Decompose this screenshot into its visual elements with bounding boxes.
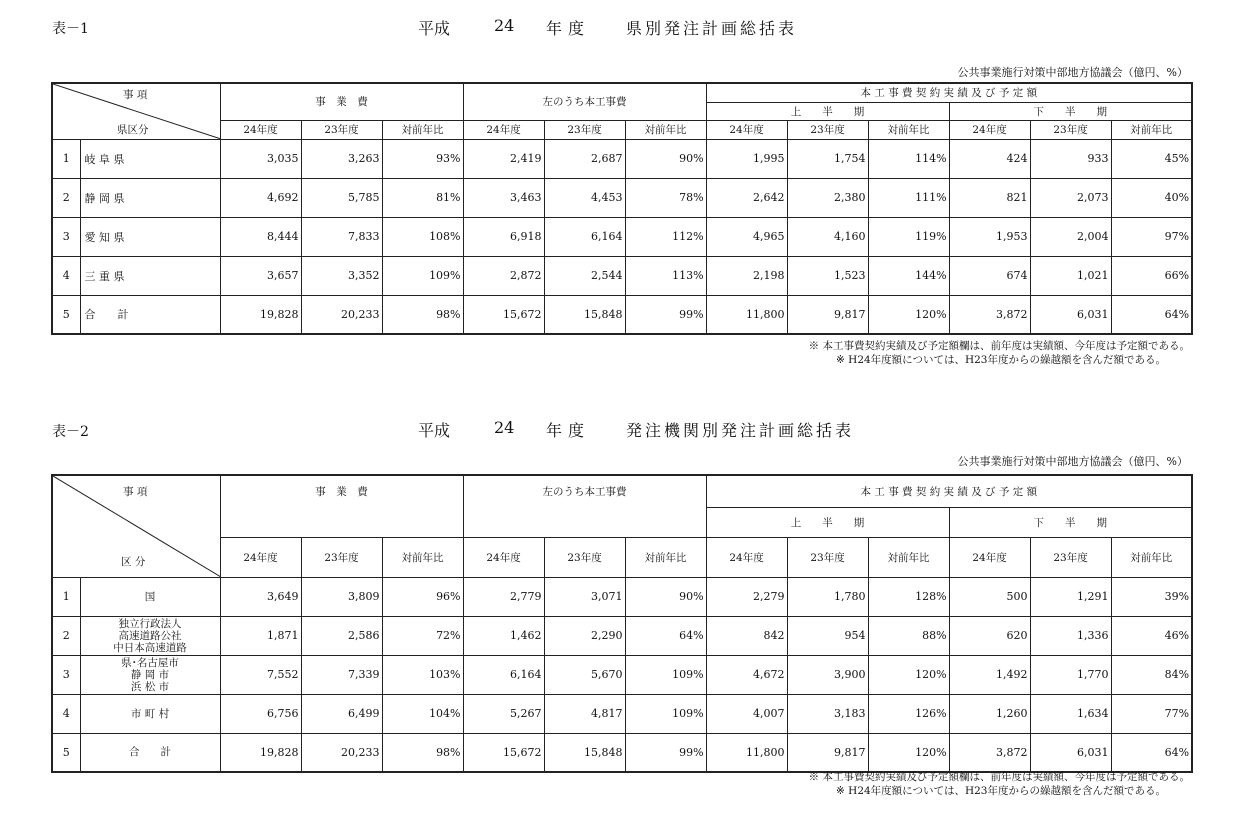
col-header: 24年度 [463, 537, 544, 577]
table-cell: 84% [1111, 655, 1192, 694]
table-cell: 64% [625, 616, 706, 655]
table-cell: 4,160 [787, 217, 868, 256]
table-cell: 6,756 [220, 694, 301, 733]
table-cell: 99% [625, 295, 706, 334]
row-name [80, 694, 220, 733]
row-name: 三 重 県 [80, 256, 220, 295]
table-cell: 1,492 [949, 655, 1030, 694]
row-name-line: 合 計 [129, 746, 171, 759]
row-name [80, 616, 220, 655]
table-cell: 6,164 [544, 217, 625, 256]
table-cell: 3,035 [220, 139, 301, 178]
table-cell: 6,164 [463, 655, 544, 694]
table-cell: 1,953 [949, 217, 1030, 256]
table-row [52, 577, 1192, 616]
table-cell: 2,279 [706, 577, 787, 616]
title-year: 24 [494, 418, 515, 437]
title-era: 平成 [418, 19, 451, 38]
table-cell: 7,552 [220, 655, 301, 694]
col-header: 24年度 [706, 120, 787, 139]
note: ※ 本工事費契約実績及び予定額欄は、前年度は実績額、今年度は予定額である。 [808, 340, 1190, 352]
table-row [52, 256, 1192, 295]
table-cell: 66% [1111, 256, 1192, 295]
row-name: 静 岡 県 [80, 178, 220, 217]
table1-body [52, 139, 1192, 334]
table-cell: 6,499 [301, 694, 382, 733]
table-cell: 119% [868, 217, 949, 256]
table-cell: 6,031 [1030, 733, 1111, 772]
table-row [52, 178, 1192, 217]
title-name: 県別発注計画総括表 [626, 19, 798, 38]
table-cell: 9,817 [787, 295, 868, 334]
col-header: 23年度 [1030, 120, 1111, 139]
table-cell: 1,021 [1030, 256, 1111, 295]
table-cell: 64% [1111, 733, 1192, 772]
table-cell: 4,965 [706, 217, 787, 256]
col-header: 対前年比 [868, 537, 949, 577]
table-cell: 1,336 [1030, 616, 1111, 655]
table-cell: 77% [1111, 694, 1192, 733]
col-header: 23年度 [1030, 537, 1111, 577]
row-number: 3 [52, 217, 80, 256]
diag-bottom-label: 区 分 [121, 556, 146, 568]
diag-bottom-label: 県区分 [117, 124, 149, 136]
table-cell: 2,687 [544, 139, 625, 178]
table-cell: 2,380 [787, 178, 868, 217]
table2-body [52, 577, 1192, 772]
table-cell: 2,419 [463, 139, 544, 178]
row-name [80, 733, 220, 772]
table-cell: 120% [868, 655, 949, 694]
table-cell: 6,031 [1030, 295, 1111, 334]
row-number: 1 [52, 577, 80, 616]
table1-title [0, 16, 1250, 38]
table-cell: 78% [625, 178, 706, 217]
table-cell: 98% [382, 733, 463, 772]
diag-top-label: 事 項 [123, 486, 148, 498]
table-cell: 4,692 [220, 178, 301, 217]
row-number: 4 [52, 256, 80, 295]
col-header: 23年度 [544, 120, 625, 139]
table-cell: 7,339 [301, 655, 382, 694]
table-cell: 112% [625, 217, 706, 256]
table-cell: 11,800 [706, 733, 787, 772]
table-cell: 96% [382, 577, 463, 616]
table-cell: 19,828 [220, 733, 301, 772]
half-second: 下 半 期 [949, 102, 1192, 120]
col-header: 対前年比 [1111, 537, 1192, 577]
table-cell: 2,004 [1030, 217, 1111, 256]
table-cell: 1,634 [1030, 694, 1111, 733]
row-number: 2 [52, 178, 80, 217]
table-row [52, 217, 1192, 256]
table-cell: 2,198 [706, 256, 787, 295]
table-cell: 3,872 [949, 733, 1030, 772]
half-first: 上 半 期 [706, 507, 949, 537]
col-header: 対前年比 [868, 120, 949, 139]
table-cell: 114% [868, 139, 949, 178]
table-cell: 109% [625, 655, 706, 694]
table-cell: 3,183 [787, 694, 868, 733]
table-cell: 2,073 [1030, 178, 1111, 217]
col-header: 23年度 [301, 537, 382, 577]
table-cell: 5,785 [301, 178, 382, 217]
table-cell: 108% [382, 217, 463, 256]
table-cell: 93% [382, 139, 463, 178]
table-cell: 90% [625, 577, 706, 616]
table-cell: 4,817 [544, 694, 625, 733]
table-cell: 20,233 [301, 295, 382, 334]
col-header: 23年度 [544, 537, 625, 577]
table-cell: 2,872 [463, 256, 544, 295]
table-cell: 45% [1111, 139, 1192, 178]
table-cell: 128% [868, 577, 949, 616]
table-cell: 109% [625, 694, 706, 733]
table-cell: 954 [787, 616, 868, 655]
table-cell: 97% [1111, 217, 1192, 256]
table-cell: 98% [382, 295, 463, 334]
table1-label: 表－1 [52, 21, 89, 37]
row-name: 愛 知 県 [80, 217, 220, 256]
table-row [52, 733, 1192, 772]
table1-organization: 公共事業施行対策中部地方協議会（億円、%） [957, 66, 1188, 79]
table-cell: 99% [625, 733, 706, 772]
table-cell: 1,523 [787, 256, 868, 295]
table-cell: 674 [949, 256, 1030, 295]
row-number: 5 [52, 733, 80, 772]
table-cell: 1,260 [949, 694, 1030, 733]
table-cell: 500 [949, 577, 1030, 616]
table-cell: 15,672 [463, 733, 544, 772]
col-header: 対前年比 [382, 537, 463, 577]
table2-notes [809, 770, 1190, 798]
group-honkojihi: 左のうち本工事費 [463, 83, 706, 120]
row-number: 4 [52, 694, 80, 733]
table-cell: 40% [1111, 178, 1192, 217]
group-keiyaku: 本 工 事 費 契 約 実 績 及 び 予 定 額 [706, 83, 1192, 102]
table-cell: 2,779 [463, 577, 544, 616]
table-cell: 15,848 [544, 733, 625, 772]
table-cell: 3,071 [544, 577, 625, 616]
table1-notes [809, 339, 1190, 367]
table-cell: 2,586 [301, 616, 382, 655]
table-cell: 90% [625, 139, 706, 178]
note: ※ H24年度額については、H23年度からの繰越額を含んだ額である。 [836, 354, 1166, 366]
row-name-line: 国 [144, 590, 156, 603]
table-cell: 4,453 [544, 178, 625, 217]
table-cell: 126% [868, 694, 949, 733]
table-cell: 39% [1111, 577, 1192, 616]
table-cell: 109% [382, 256, 463, 295]
row-name [80, 655, 220, 694]
half-first: 上 半 期 [706, 102, 949, 120]
table-row [52, 616, 1192, 655]
table-cell: 1,291 [1030, 577, 1111, 616]
table-cell: 104% [382, 694, 463, 733]
table-cell: 1,871 [220, 616, 301, 655]
table-cell: 2,290 [544, 616, 625, 655]
table-cell: 15,672 [463, 295, 544, 334]
title-year: 24 [494, 16, 515, 35]
title-nendo: 年度 [546, 421, 591, 440]
group-honkojihi: 左のうち本工事費 [463, 475, 706, 537]
table-cell: 15,848 [544, 295, 625, 334]
column-header-row [52, 537, 1192, 577]
table1 [51, 82, 1193, 335]
table-cell: 9,817 [787, 733, 868, 772]
table-cell: 111% [868, 178, 949, 217]
table-cell: 842 [706, 616, 787, 655]
table-cell: 8,444 [220, 217, 301, 256]
col-header: 24年度 [220, 537, 301, 577]
table-cell: 1,995 [706, 139, 787, 178]
table-cell: 1,462 [463, 616, 544, 655]
row-name-line: 独立行政法人 [118, 617, 182, 630]
col-header: 24年度 [463, 120, 544, 139]
table-cell: 4,007 [706, 694, 787, 733]
table-cell: 3,809 [301, 577, 382, 616]
table-cell: 144% [868, 256, 949, 295]
table-cell: 1,770 [1030, 655, 1111, 694]
table-row [52, 655, 1192, 694]
col-header: 23年度 [301, 120, 382, 139]
table-cell: 46% [1111, 616, 1192, 655]
table-cell: 5,267 [463, 694, 544, 733]
table-cell: 72% [382, 616, 463, 655]
col-header: 対前年比 [1111, 120, 1192, 139]
table-cell: 120% [868, 733, 949, 772]
table-cell: 103% [382, 655, 463, 694]
table-cell: 120% [868, 295, 949, 334]
table-cell: 1,780 [787, 577, 868, 616]
row-number: 3 [52, 655, 80, 694]
table-cell: 933 [1030, 139, 1111, 178]
col-header: 24年度 [220, 120, 301, 139]
table-cell: 7,833 [301, 217, 382, 256]
table-row [52, 694, 1192, 733]
group-keiyaku: 本 工 事 費 契 約 実 績 及 び 予 定 額 [706, 475, 1192, 507]
table-cell: 2,642 [706, 178, 787, 217]
table-cell: 6,918 [463, 217, 544, 256]
table-cell: 1,754 [787, 139, 868, 178]
table-row [52, 139, 1192, 178]
table-cell: 2,544 [544, 256, 625, 295]
table-cell: 3,872 [949, 295, 1030, 334]
table1-diagonal-header [52, 83, 220, 139]
table-cell: 3,649 [220, 577, 301, 616]
table-cell: 3,352 [301, 256, 382, 295]
group-jigyohi: 事 業 費 [220, 83, 463, 120]
row-name-line: 静 岡 市 [130, 668, 170, 681]
table-row [52, 295, 1192, 334]
table-cell: 620 [949, 616, 1030, 655]
row-name [80, 577, 220, 616]
row-name: 合 計 [80, 295, 220, 334]
table-cell: 88% [868, 616, 949, 655]
col-header: 対前年比 [382, 120, 463, 139]
table-cell: 19,828 [220, 295, 301, 334]
table-cell: 81% [382, 178, 463, 217]
row-name-line: 浜 松 市 [130, 680, 170, 693]
table-cell: 3,463 [463, 178, 544, 217]
table-cell: 5,670 [544, 655, 625, 694]
col-header: 23年度 [787, 120, 868, 139]
diag-top-label: 事 項 [123, 89, 148, 101]
table-cell: 3,657 [220, 256, 301, 295]
table2-organization: 公共事業施行対策中部地方協議会（億円、%） [957, 455, 1188, 468]
col-header: 24年度 [949, 537, 1030, 577]
table2 [51, 474, 1193, 773]
table-cell: 424 [949, 139, 1030, 178]
table-cell: 821 [949, 178, 1030, 217]
row-name-line: 市 町 村 [130, 707, 170, 720]
note: ※ 本工事費契約実績及び予定額欄は、前年度は実績額、今年度は予定額である。 [808, 771, 1190, 783]
col-header: 対前年比 [625, 537, 706, 577]
half-second: 下 半 期 [949, 507, 1192, 537]
column-header-row [52, 120, 1192, 139]
col-header: 23年度 [787, 537, 868, 577]
row-name: 岐 阜 県 [80, 139, 220, 178]
title-nendo: 年度 [546, 19, 591, 38]
row-number: 5 [52, 295, 80, 334]
group-jigyohi: 事 業 費 [220, 475, 463, 537]
row-name-line: 県･名古屋市 [121, 656, 179, 669]
row-name-line: 高速道路公社 [118, 629, 182, 642]
col-header: 対前年比 [625, 120, 706, 139]
table-cell: 3,900 [787, 655, 868, 694]
table-cell: 3,263 [301, 139, 382, 178]
title-era: 平成 [418, 421, 451, 440]
table-cell: 11,800 [706, 295, 787, 334]
table-cell: 20,233 [301, 733, 382, 772]
table2-label: 表－2 [52, 424, 89, 440]
note: ※ H24年度額については、H23年度からの繰越額を含んだ額である。 [836, 785, 1166, 797]
table2-diagonal-header [52, 475, 220, 577]
col-header: 24年度 [706, 537, 787, 577]
table-cell: 113% [625, 256, 706, 295]
title-name: 発注機関別発注計画総括表 [626, 421, 855, 440]
row-name-line: 中日本高速道路 [113, 641, 187, 654]
row-number: 2 [52, 616, 80, 655]
table2-title [0, 418, 1250, 440]
table-cell: 4,672 [706, 655, 787, 694]
col-header: 24年度 [949, 120, 1030, 139]
row-number: 1 [52, 139, 80, 178]
table-cell: 64% [1111, 295, 1192, 334]
